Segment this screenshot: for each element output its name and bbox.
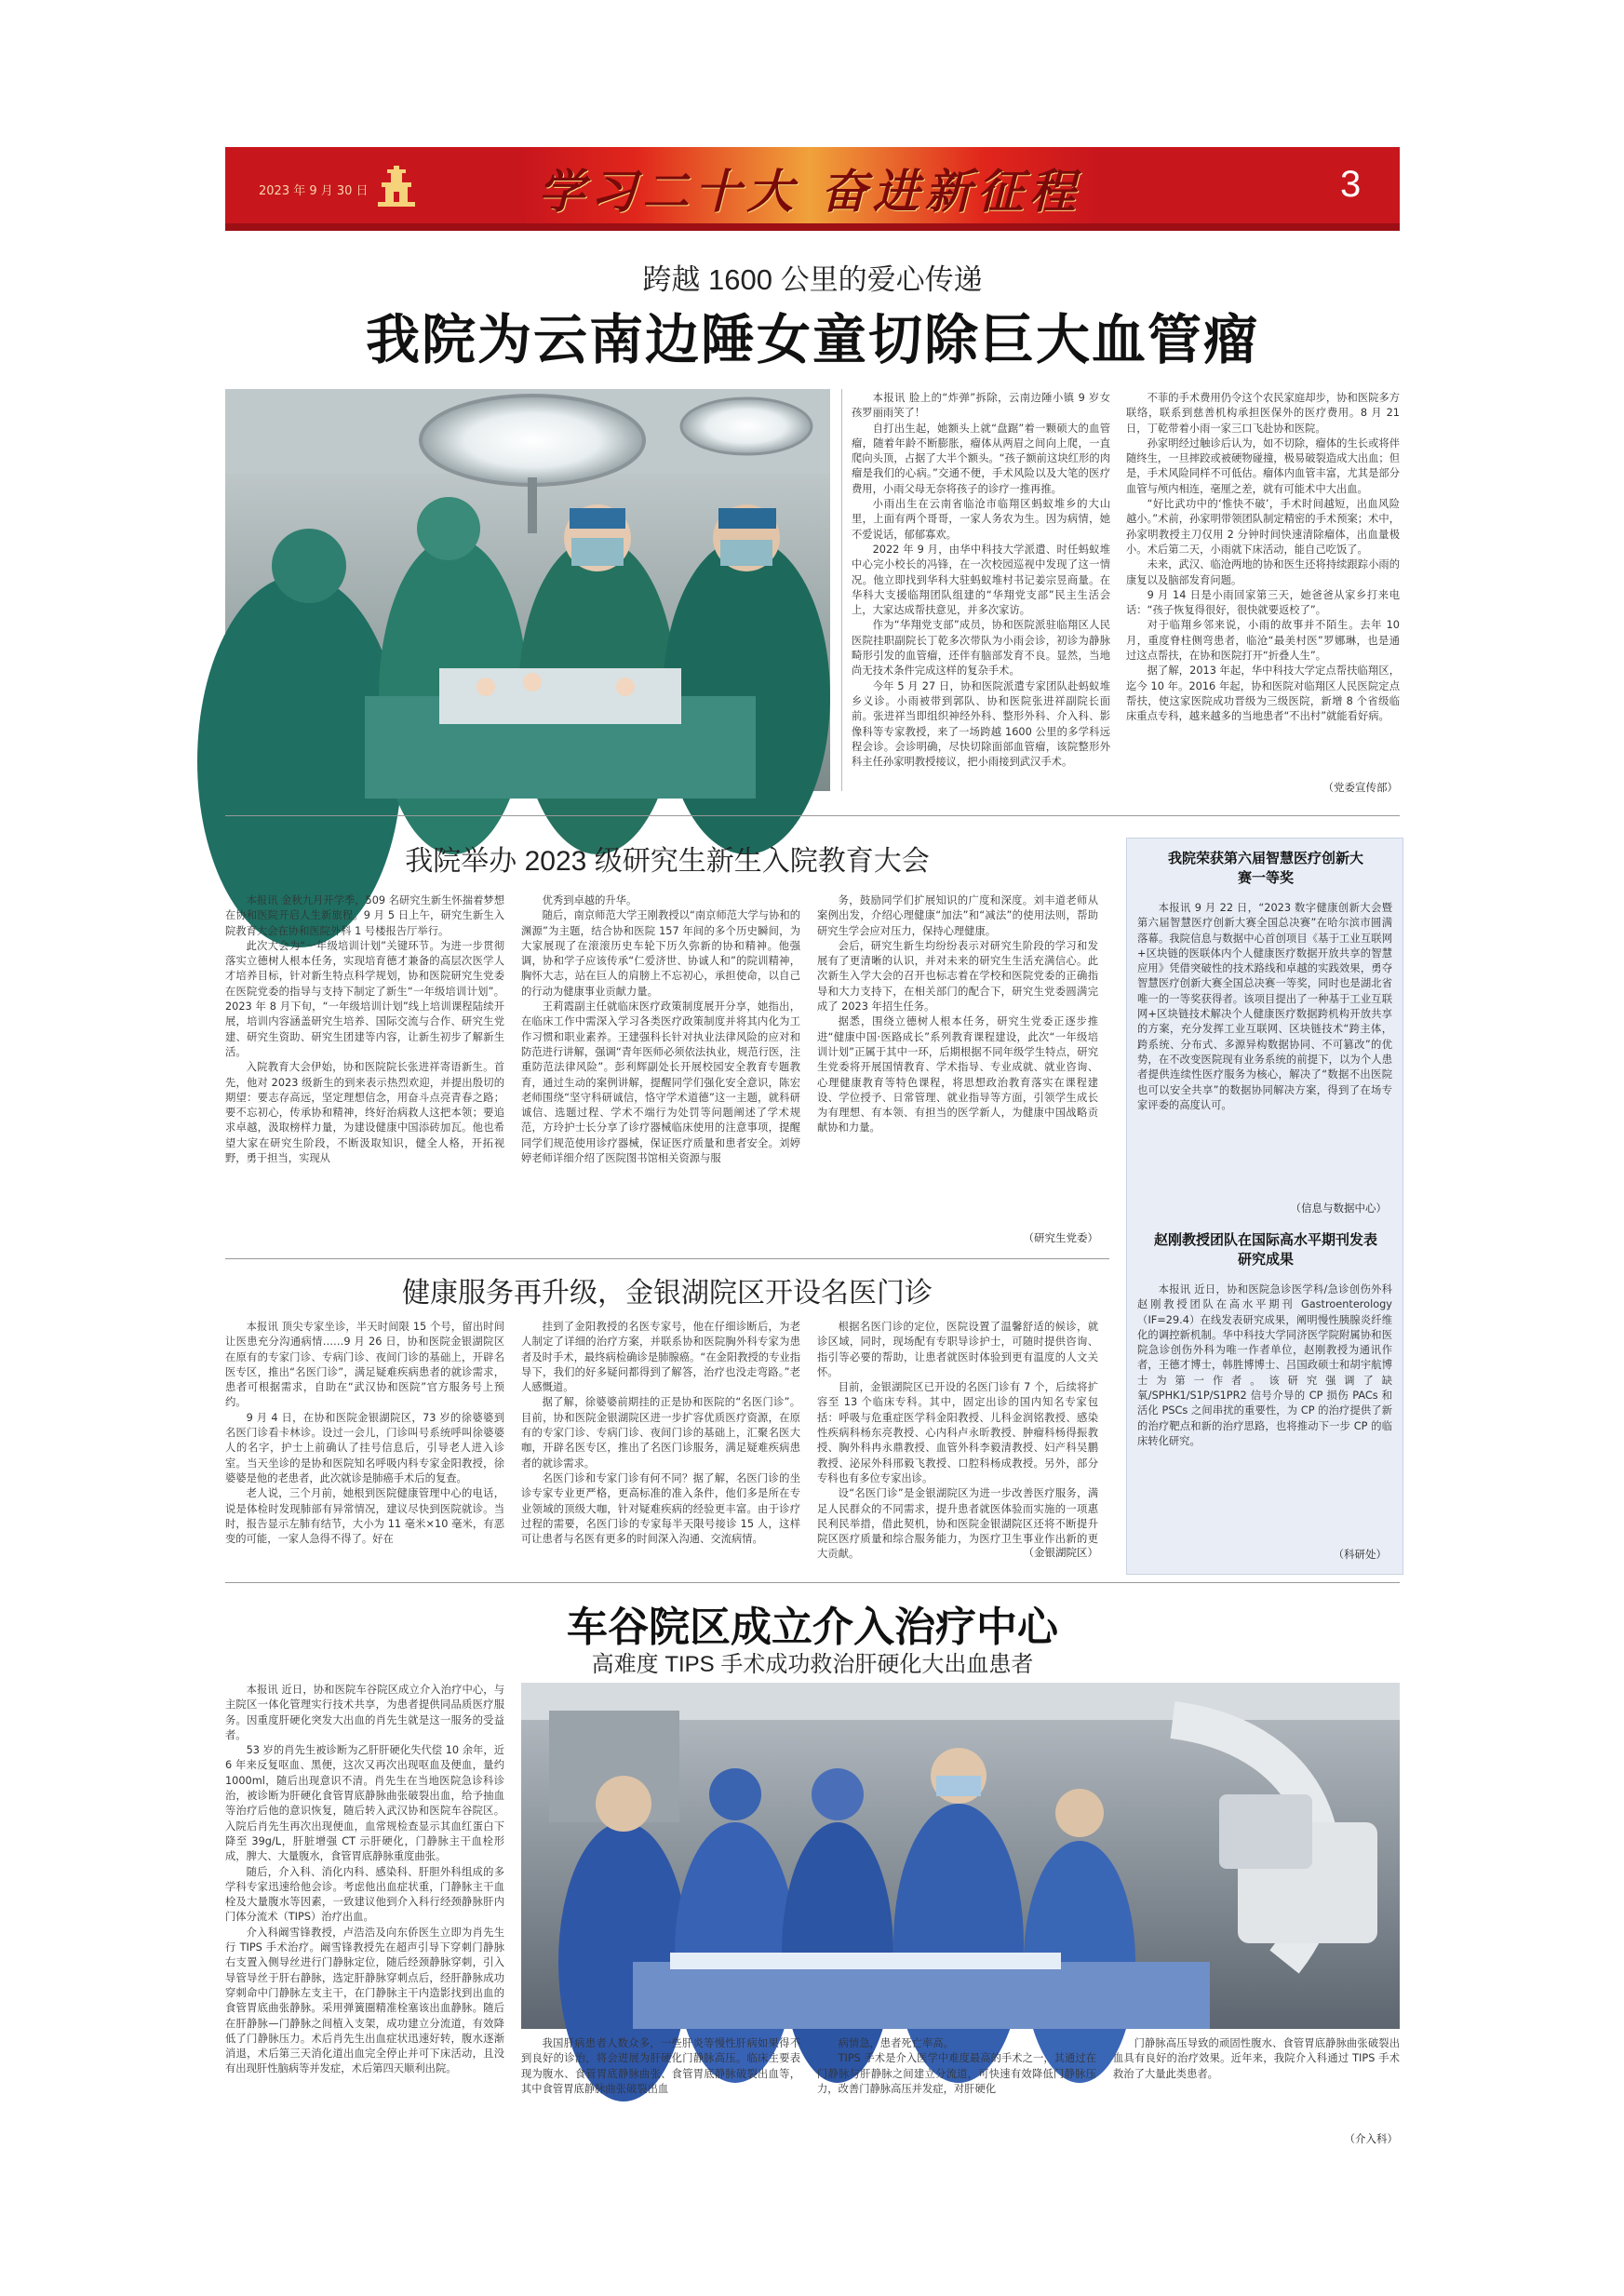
article1-paragraph: 孙家明经过触诊后认为，如不切除，瘤体的生长或将伴随终生，一旦摔跤或被硬物碰撞，极易破裂造成大出血；但是，手术风险同样不可低估。瘤体内血管丰富，尤其是部分血管与颅内相连，毫厘之差，就有可能术中大出血。 xyxy=(1126,436,1400,495)
sidebar-item1-title: 我院荣获第六届智慧医疗创新大赛一等奖 xyxy=(1168,850,1364,886)
article1-paragraph: 未来，武汉、临沧两地的协和医生还将持续跟踪小雨的康复以及脑部发育问题。 xyxy=(1126,558,1400,586)
article1-paragraph: 2022 年 9 月，由华中科技大学派遣、时任蚂蚁堆中心完小校长的冯锋，在一次校园巡视中发现了这一情况。他立即找到华科大驻蚂蚁堆村书记姜宗昱商量。在华科大支援临翔团队组建的“华翔党支部”民主生活会上，大家达成帮扶意见，并多次家访。 xyxy=(852,543,1110,617)
article1-paragraph: 9 月 14 日是小雨回家第三天，她爸爸从家乡打来电话：“孩子恢复得很好，很快就要返校了”。 xyxy=(1126,588,1400,617)
article2-source: （研究生党委） xyxy=(1023,1231,1098,1244)
tiananmen-icon xyxy=(376,160,417,218)
article1-paragraph: 今年 5 月 27 日，协和医院派遣专家团队赴蚂蚁堆乡义诊。小雨被带到郭队、协和医院张进祥副院长面前。张进祥当即组织神经外科、整形外科、介入科、影像科等专家教授，来了一场跨越 1600 公里的多学科远程会诊。会诊明确，尽快切除面部血管瘤，该院整形外科主任孙家明教授接议，把小雨接到武汉手术。 xyxy=(852,679,1110,769)
sidebar-item1-source: （信息与数据中心） xyxy=(1290,1202,1387,1215)
column-divider xyxy=(841,389,842,791)
article2-column-2 xyxy=(521,893,800,1249)
article4-paragraph: 介入科阚雪锋教授，卢浩浩及向东侨医生立即为肖先生行 TIPS 手术治疗。阚雪锋教授先在超声引导下穿刺门静脉右支置入侧导丝进行门静脉定位，随后经颈静脉穿刺，引入导管导丝于肝右静脉，选定肝静脉穿刺点后，经肝静脉成功穿刺命中门静脉左支主干，在门静脉主干内造影找到出血的食管胃底曲张静脉。采用弹簧圈精准栓塞该出血静脉。随后在肝静脉—门静脉之间植入支架，成功建立分流道，有效降低了门静脉压力。术后肖先生出血症状迅速好转，腹水逐渐消退，术后第三天消化道出血完全停止并可下床活动，且没有出现肝性脑病等并发症，术后第四天顺利出院。 xyxy=(225,1926,504,2075)
article1-paragraph: 自打出生起，她额头上就“盘踞”着一颗硕大的血管瘤，随着年龄不断膨胀，瘤体从两眉之间向上爬，一直爬向头顶，占据了大半个额头。“孩子额前这块红形的肉瘤是我们的心病。”交通不便，手术风险以及大笔的医疗费用，小雨父母无奈将孩子的诊疗一推再推。 xyxy=(852,422,1110,495)
header-banner-stripe xyxy=(225,223,1400,231)
article2-paragraph: 随后，南京师范大学王刚教授以“南京师范大学与协和的渊源”为主题，结合协和医院 157 年间的多个历史瞬间，为大家展现了在滚滚历史车轮下历久弥新的协和精神。他强调，协和学子应该传承“仁爱济世、协诚人和”的院训精神，胸怀大志，站在巨人的肩膀上不忘初心，承担使命，以自己的行动为健康事业贡献力量。 xyxy=(521,909,800,998)
issue-date: 2023 年 9 月 30 日 xyxy=(259,184,369,198)
sidebar-item2-title: 赵刚教授团队在国际高水平期刊发表研究成果 xyxy=(1154,1231,1378,1268)
article1-column-2 xyxy=(1126,391,1400,793)
article2-paragraph: 王莉霞副主任就临床医疗政策制度展开分享，她指出，在临床工作中需深入学习各类医疗政策制度并将其内化为工作习惯和职业素养。王建强科长针对执业法律风险的应对和防范进行讲解，强调“青年医师必须依法执业，规范行医，注重防范法律风险”。彭利辉副处长开展校园安全教育专题教育，通过生动的案例讲解，提醒同学们强化安全意识，陈宏老师围绕“坚守科研诚信，恪守学术道德”这一主题，就科研诚信、选题过程、学术不端行为处罚等问题阐述了学术规范，方玲护士长分享了诊疗器械临床使用的注意事项，提醒同学们规范使用诊疗器械，保证医疗质量和患者安全。刘婷婷老师详细介绍了医院图书馆相关资源与服 xyxy=(521,1000,800,1165)
article2-title: 我院举办 2023 级研究生新生入院教育大会 xyxy=(405,846,930,877)
sidebar-item2-text: 本报讯 近日，协和医院急诊医学科/急诊创伤外科赵刚教授团队在高水平期刊 Gastroenterology（IF=29.4）在线发表研究成果，阐明慢性胰腺炎纤维化的调控新机制。华中科技大学同济医学院附属协和医院急诊创伤外科为唯一作者单位，赵刚教授为通讯作者，王德才博士，韩胜博博士、吕国政硕士和胡宇航博士为第一作者。该研究强调了缺氧/SPHK1/S1P/S1PR2 信号介导的 CP 损伤 PACs 和活化 PSCs 之间串扰的重要性，为 CP 的治疗提供了新的治疗靶点和新的治疗思路，也将推动下一步 CP 的临床转化研究。 xyxy=(1137,1283,1392,1447)
article3-paragraph: 名医门诊和专家门诊有何不同？据了解，名医门诊的坐诊专家专业更严格，更高标准的准入条件，他们多是所在专业领域的顶级大咖，针对疑难疾病的经验更丰富。由于诊疗过程的需要，名医门诊的专家每半天限号接诊 15 人，这样可让患者与名医有更多的时间深入沟通、交流病情。 xyxy=(521,1471,800,1546)
article3-paragraph: 根据名医门诊的定位，医院设置了温馨舒适的候诊，就诊区域，同时，现场配有专职导诊护士，可随时提供咨询、指引等必要的帮助，让患者就医时体验到更有温度的人文关怀。 xyxy=(817,1321,1098,1378)
article2-column-1 xyxy=(225,893,504,1249)
article4-column-4 xyxy=(1113,2036,1400,2129)
article4-paragraph: 我国肝病患者人数众多，一些肝炎等慢性肝病如果得不到良好的诊治，将会进展为肝硬化门静脉高压。临床主要表现为腹水、食管胃底静脉曲张、食管胃底静脉破裂出血等，其中食管胃底静脉曲张破裂出血 xyxy=(521,2037,800,2095)
article3-paragraph: 本报讯 顶尖专家坐诊，半天时间限 15 个号，留出时间让医患充分沟通病情……9 月 26 日，协和医院金银湖院区在原有的专家门诊、专病门诊、夜间门诊的基础上，开辟名医专区，推出“名医门诊”，满足疑难疾病患者的就诊需求，患者可根据需求，自助在“武汉协和医院”官方服务号上预约。 xyxy=(225,1321,504,1409)
article3-column-3 xyxy=(817,1320,1098,1561)
surgery-photo xyxy=(225,389,830,791)
article3-paragraph: 设“名医门诊”是金银湖院区为进一步改善医疗服务，满足人民群众的不同需求，提升患者就医体验而实施的一项惠民利民举措，借此契机，协和医院金银湖院区还将不断提升院区医疗质量和综合服务能力，为医疗卫生事业作出新的更大贡献。 xyxy=(817,1487,1098,1561)
article4-paragraph: 53 岁的肖先生被诊断为乙肝肝硬化失代偿 10 余年，近 6 年来反复呕血、黑便，这次又再次出现呕血及便血，量约 1000ml，随后出现意识不清。肖先生在当地医院急诊科诊治，被诊断为肝硬化食管胃底静脉曲张破裂出血，给予抽血等治疗后他的意识恢复，随后转入武汉协和医院车谷院区。入院后肖先生再次出现便血，血常规检查显示其血红蛋白下降至 39g/L，肝脏增强 CT 示肝硬化，门静脉主干血栓形成，脾大、大量腹水，食管胃底静脉重度曲张。 xyxy=(225,1744,504,1863)
article3-paragraph: 挂到了金阳教授的名医专家号，他在仔细诊断后，为老人制定了详细的治疗方案，并联系协和医院胸外科专家为患者及时手术，最终病检确诊是肺腺癌。“在金阳教授的专业指导下，我们的好多疑问都得到了解答，治疗也没走弯路。”老人感慨道。 xyxy=(521,1321,800,1394)
article1-paragraph: 作为“华翔党支部”成员，协和医院派驻临翔区人民医院挂职副院长丁乾多次带队为小雨会诊，初诊为静脉畸形引发的血管瘤，还伴有脑部发育不良。显然，当地尚无技术条件完成这样的复杂手术。 xyxy=(852,619,1110,678)
article2-paragraph: 此次大会为“一年级培训计划”关键环节。为进一步贯彻落实立德树人根本任务，实现培育德才兼备的高层次医学人才培养目标，针对新生特点科学规划，协和医院研究生党委在医院党委的指导与支持下制定了新生“一年级培训计划”。2023 年 8 月下旬，“一年级培训计划”线上培训课程陆续开展，培训内容涵盖研究生培养、国际交流与合作、研究生党建、研究生资助、研究生团建等内容，让新生初步了解新生活。 xyxy=(225,939,504,1058)
article4-paragraph: TIPS 手术是介入医学中难度最高的手术之一，其通过在门静脉与肝静脉之间建立分流道，可快速有效降低门静脉压力，改善门静脉高压并发症，对肝硬化 xyxy=(817,2052,1096,2095)
article4-column-1 xyxy=(225,1683,504,2146)
article4-paragraph: 门静脉高压导致的顽固性腹水、食管胃底静脉曲张破裂出血具有良好的治疗效果。近年来，我院介入科通过 TIPS 手术救治了大量此类患者。 xyxy=(1113,2037,1400,2080)
section-divider xyxy=(225,1582,1400,1583)
section-divider xyxy=(225,1258,1109,1259)
article1-paragraph: 本报讯 脸上的“炸弹”拆除，云南边陲小镇 9 岁女孩罗丽雨笑了！ xyxy=(852,392,1110,420)
article1-paragraph: “好比武功中的‘惟快不破’，手术时间越短，出血风险越小。”术前，孙家明带领团队制定精密的手术预案；术中，孙家明教授主刀仅用 2 分钟时间快速清除瘤体，出血量极小。术后第二天，小雨就下床活动，能自己吃饭了。 xyxy=(1126,498,1400,556)
article3-column-1 xyxy=(225,1320,504,1560)
interventional-surgery-photo xyxy=(521,1683,1400,2029)
article4-title: 车谷院区成立介入治疗中心 xyxy=(567,1604,1058,1651)
article3-source: （金银湖院区） xyxy=(1023,1546,1098,1559)
article3-paragraph: 老人说，三个月前，她根到医院健康管理中心的电话，说是体检时发现肺部有异常情况，建议尽快到医院就诊。当时，报告显示左肺有结节，大小为 11 毫米×10 毫米，有恶变的可能，一家人急得不得了。好在 xyxy=(225,1487,504,1546)
article4-column-2 xyxy=(521,2036,800,2146)
page-number: 3 xyxy=(1340,164,1362,205)
article2-paragraph: 入院教育大会伊始，协和医院院长张进祥寄语新生。首先，他对 2023 级新生的到来表示热烈欢迎，并提出殷切的期望：要志存高远，坚定理想信念，用奋斗点亮青春之路；要不忘初心，传承协和精神，终好治病救人这把本领；要追求卓越，汲取榜样力量，为建设健康中国添砖加瓦。他也希望大家在研究生阶段，不断汲取知识，健全人格，开拓视野，勇于担当，实现从 xyxy=(225,1061,504,1165)
article1-paragraph: 小雨出生在云南省临沧市临翔区蚂蚁堆乡的大山里，上面有两个哥哥，一家人务农为生。因为病情，她不爱说话，郁郁寡欢。 xyxy=(852,498,1110,541)
article4-paragraph: 本报讯 近日，协和医院车谷院区成立介入治疗中心，与主院区一体化管理实行技术共享，为患者提供同品质医疗服务。因重度肝硬化突发大出血的肖先生就是这一服务的受益者。 xyxy=(225,1684,504,1741)
article2-paragraph: 优秀到卓越的升华。 xyxy=(542,894,638,906)
article4-paragraph: 病情急，患者死亡率高。 xyxy=(838,2037,954,2049)
section-divider xyxy=(225,815,1400,816)
article1-kicker: 跨越 1600 公里的爱心传递 xyxy=(642,263,983,296)
article1-source: （党委宣传部） xyxy=(1322,781,1398,794)
article2-paragraph: 务，鼓励同学们扩展知识的广度和深度。刘丰道老师从案例出发，介绍心理健康“加法”和“减法”的使用法则，帮助研究生学会应对压力，保持心理健康。 xyxy=(817,894,1098,937)
article1-paragraph: 对于临翔乡邻来说，小雨的故事并不陌生。去年 10 月，重度脊柱侧弯患者，临沧“最美村医”罗娜琳，也是通过这点帮扶，在协和医院打开“折叠人生”。 xyxy=(1126,619,1400,663)
sidebar-item2-source: （科研处） xyxy=(1333,1548,1387,1561)
article2-paragraph: 本报讯 金秋九月开学季，509 名研究生新生怀揣着梦想在协和医院开启人生新旅程。9 月 5 日上午，研究生新生入院教育大会在协和医院外科 1 号楼报告厅举行。 xyxy=(225,894,504,937)
article3-paragraph: 9 月 4 日，在协和医院金银湖院区，73 岁的徐婆婆到名医门诊看卡林诊。设过一会儿，门诊叫号系统呼叫徐婆婆人的名字，护士上前确认了挂号信息后，引导老人进入诊室。当天坐诊的是协和医院知名呼吸内科专家金阳教授，徐婆婆是他的老患者，此次就诊是肺癌手术后的复查。 xyxy=(225,1411,504,1484)
sidebar-item1-text: 本报讯 9 月 22 日，“2023 数字健康创新大会暨第六届智慧医疗创新大赛全国总决赛”在哈尔滨市圆满落幕。我院信息与数据中心首创项目《基于工业互联网+区块链的医联体内个人健康医疗数据开放共享的智慧应用》凭借突破性的技术路线和卓越的实践效果，勇夺智慧医疗创新大赛全国总决赛一等奖，同时也是湖北省唯一的一等奖获得者。该项目提出了一种基于工业互联网+区块链技术解决个人健康医疗数据跨机构开放共享的方案，充分发挥工业互联网、区块链技术“跨主体，跨系统、分布式、多源异构数据协同、不可篡改”的优势，在不改变医院现有业务系统的前提下，以为个人患者提供连续性医疗服务为核心，解决了“数据不出医院也可以安全共享”的数据协同解决方案，得到了在场专家评委的高度认可。 xyxy=(1137,902,1392,1111)
article2-paragraph: 会后，研究生新生均纷纷表示对研究生阶段的学习和发展有了更清晰的认识，并对未来的研究生生活充满信心。此次新生入学大会的召开也标志着在学校和医院党委的正确指导和大力支持下，在相关部门的配合下，研究生党委圆满完成了 2023 年招生任务。 xyxy=(817,939,1098,1014)
header-slogan: 学习二十大 奋进新征程 xyxy=(538,164,1081,219)
article4-column-3 xyxy=(817,2036,1096,2146)
article4-paragraph: 随后，介入科、消化内科、感染科、肝胆外科组成的多学科专家迅速给他会诊。考虑他出血症状重，门静脉主干血栓及大量腹水等因素，一致建议他到介入科行经颈静脉肝内门体分流术（TIPS）治疗出血。 xyxy=(225,1865,504,1924)
article4-subtitle: 高难度 TIPS 手术成功救治肝硬化大出血患者 xyxy=(591,1652,1034,1677)
article2-paragraph: 据悉，围绕立德树人根本任务，研究生党委正逐步推进“健康中国·医路成长”系列教育课程建设，此次“一年级培训计划”正属于其中一环，后期根据不同年级学生特点，研究生党委将开展国情教育、学术指导、专业成就、就业咨询、心理健康教育等特色课程，将思想政治教育落实在课程建设、学位授予、日常管理、就业指导等方面，引领学生成长为有理想、有本领、有担当的医学新人，为健康中国战略贡献协和力量。 xyxy=(817,1015,1098,1135)
sidebar-item2-body xyxy=(1137,1282,1392,1545)
article3-title: 健康服务再升级，金银湖院区开设名医门诊 xyxy=(402,1278,933,1309)
article3-column-2 xyxy=(521,1320,800,1560)
article1-title: 我院为云南边陲女童切除巨大血管瘤 xyxy=(365,308,1259,371)
article1-paragraph: 据了解，2013 年起，华中科技大学定点帮扶临翔区，迄今 10 年。2016 年起，协和医院对临翔区人民医院定点帮扶，使这家医院成功晋级为三级医院，新增 8 个省级临床重点专科，越来越多的当地患者“不出村”就能看好病。 xyxy=(1126,665,1400,723)
article3-paragraph: 目前，金银湖院区已开设的名医门诊有 7 个，后续将扩容至 13 个临床专科。其中，固定出诊的国内知名专家包括：呼吸与危重症医学科金阳教授、儿科金润铭教授、感染性疾病科杨东亮教授、心内科卢永昕教授、肿瘤科杨得振教授、胸外科冉永鼎教授、血管外科李毅清教授、妇产科吴鹏教授、泌尿外科邢毅飞教授、口腔科杨成教授。另外，部分专科也有多位专家出诊。 xyxy=(817,1381,1098,1484)
article1-paragraph: 不菲的手术费用仍令这个农民家庭却步，协和医院多方联络，联系到慈善机构承担医保外的医疗费用。8 月 21 日，丁乾带着小雨一家三口飞赴协和医院。 xyxy=(1126,392,1400,435)
article1-column-1 xyxy=(852,391,1110,793)
article3-paragraph: 据了解，徐婆婆前期挂的正是协和医院的“名医门诊”。目前，协和医院金银湖院区进一步扩容优质医疗资源，在原有的专家门诊、专病门诊、夜间门诊的基础上，汇聚名医大咖，开辟名医专区，推出了名医门诊服务，满足疑难疾病患者的就诊需求。 xyxy=(521,1396,800,1470)
sidebar-item1-body xyxy=(1137,901,1392,1201)
article4-source: （介入科） xyxy=(1344,2132,1398,2145)
article2-column-3 xyxy=(817,893,1098,1224)
